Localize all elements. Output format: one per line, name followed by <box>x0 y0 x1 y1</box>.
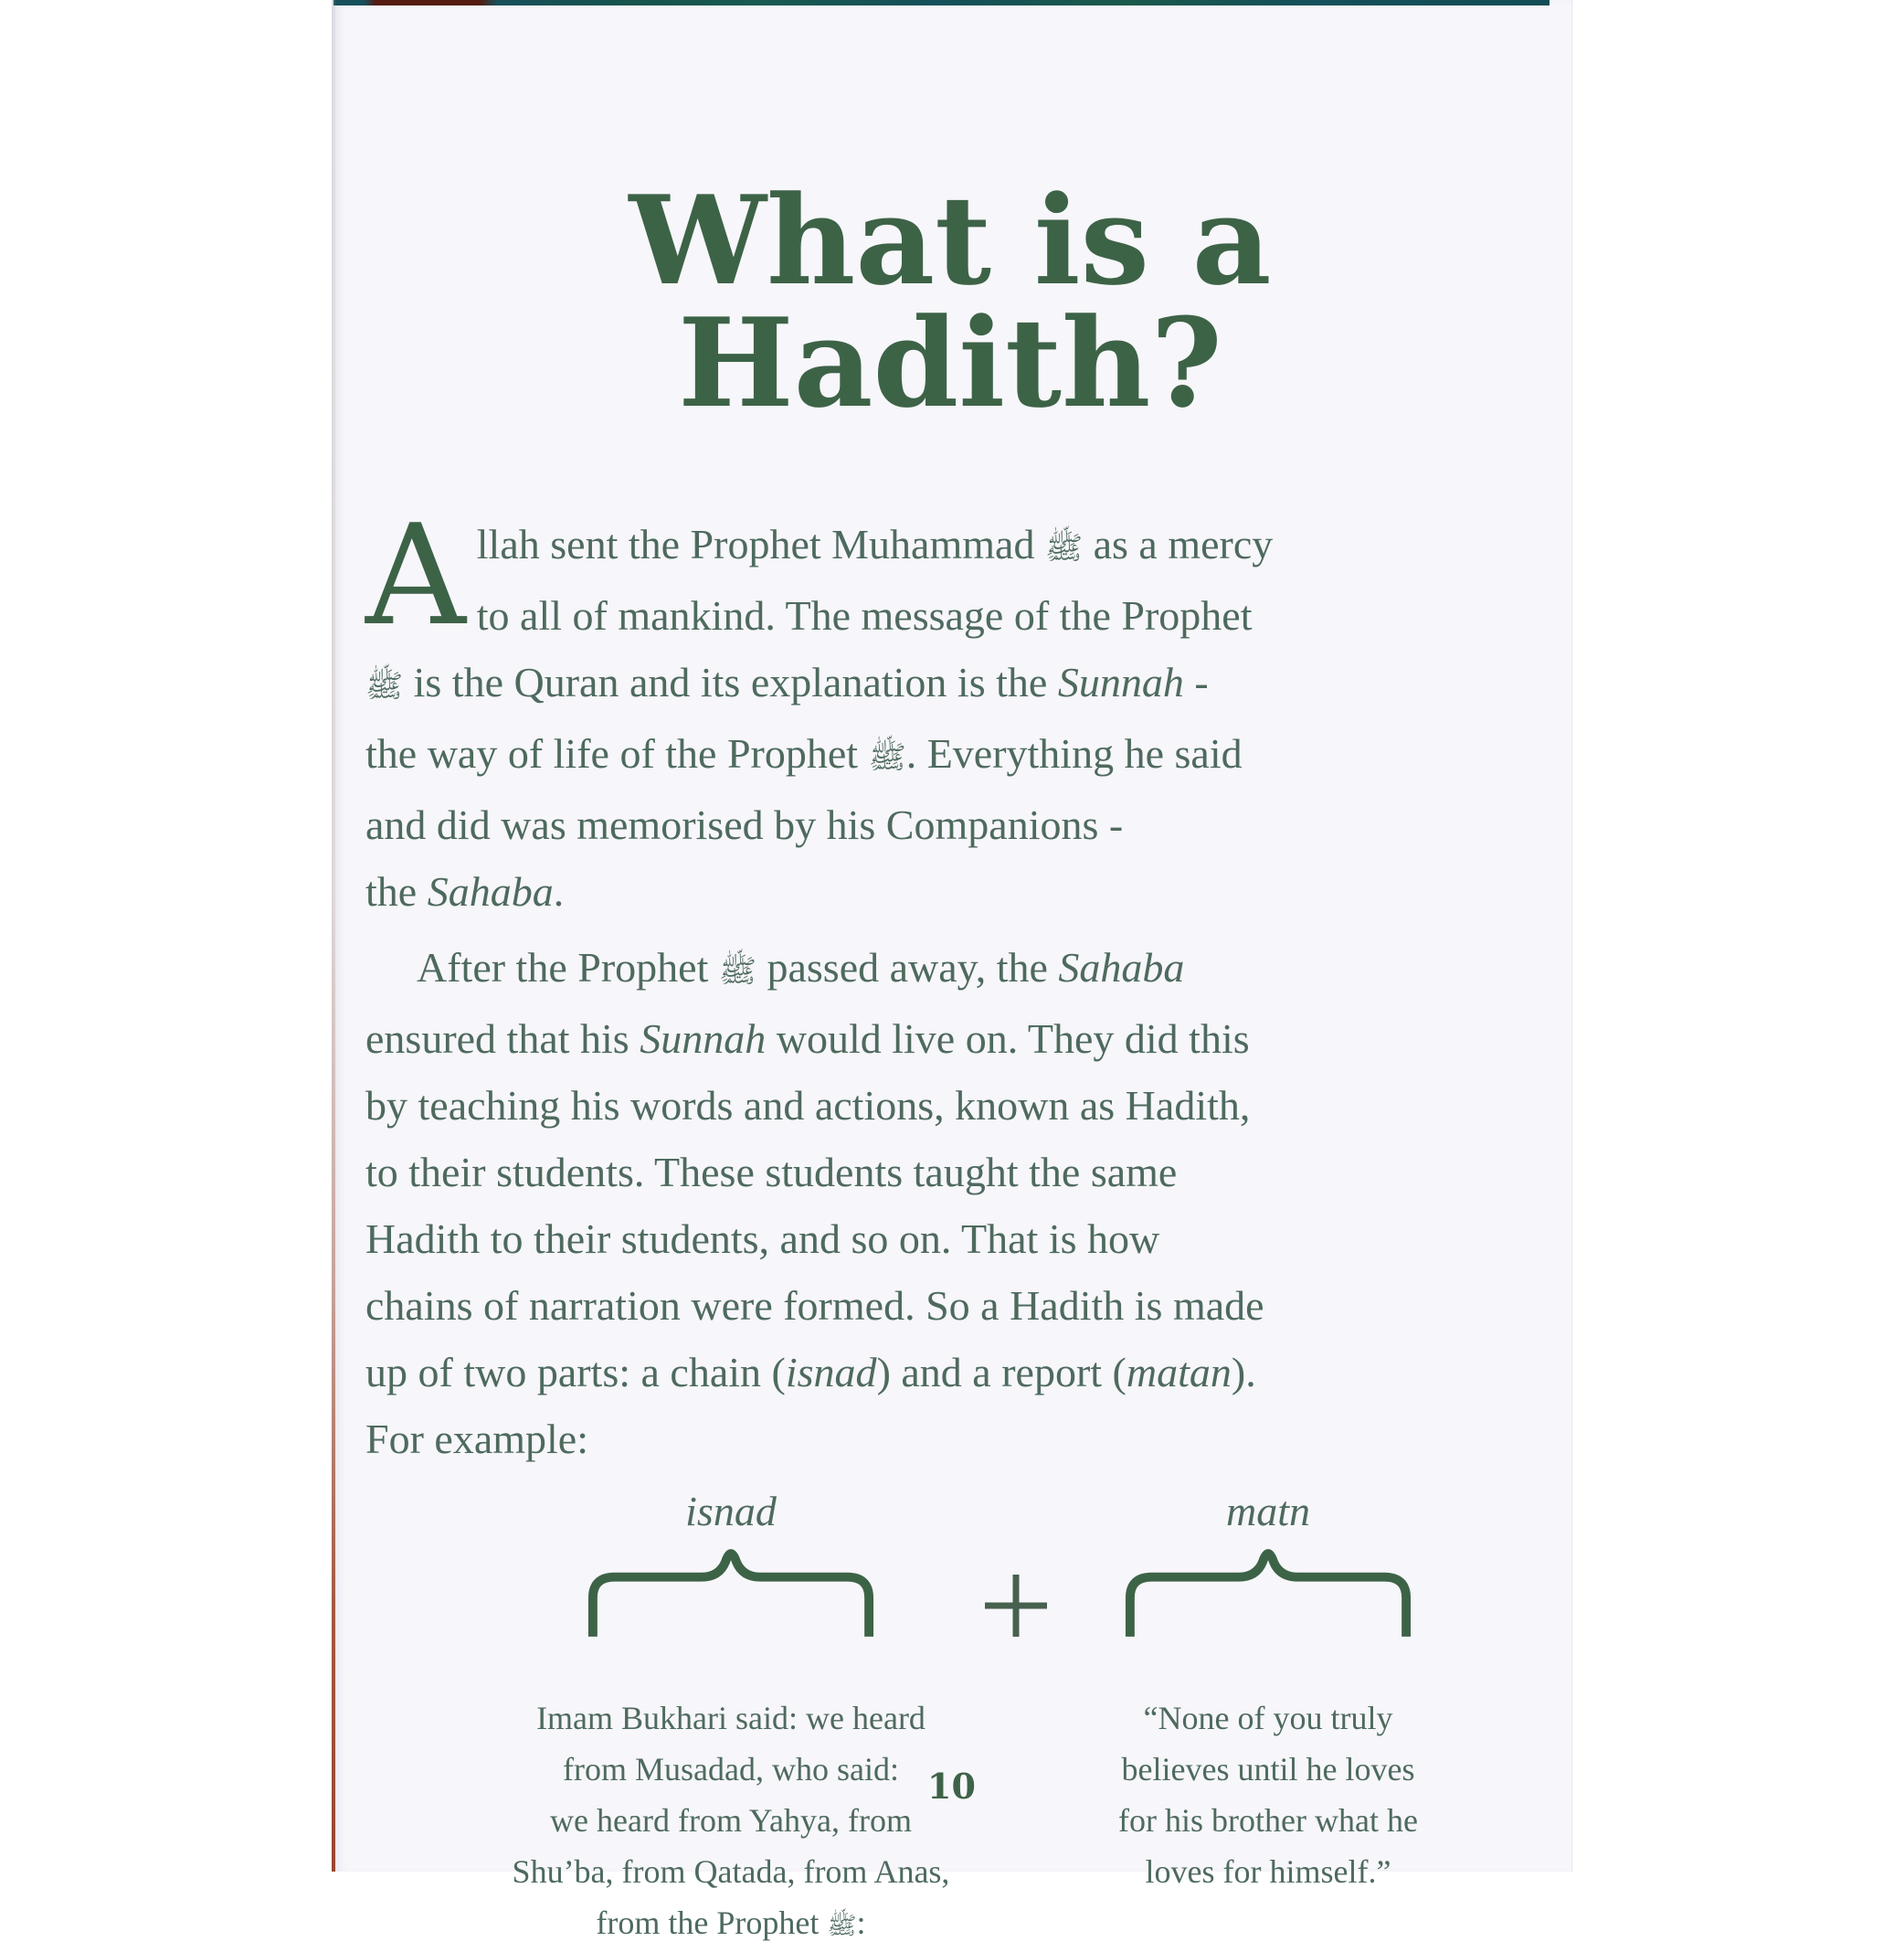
italic-term: Sahaba <box>427 868 554 915</box>
isnad-matn-diagram <box>365 1489 1535 1946</box>
book-page <box>332 0 1572 1941</box>
body-text <box>365 494 1535 1472</box>
isnad-bracket-icon <box>586 1549 876 1639</box>
italic-term: Sahaba <box>1058 944 1185 991</box>
pbuh-calligraphy-icon: ﷺ <box>868 739 906 776</box>
page-title: What is a Hadith? <box>629 168 1272 435</box>
pbuh-calligraphy-icon: ﷺ <box>827 1912 857 1940</box>
page-content <box>332 168 1571 1946</box>
matn-column <box>1049 1489 1487 1897</box>
italic-term: matan <box>1126 1349 1232 1395</box>
isnad-column <box>475 1489 987 1952</box>
isnad-caption: Imam Bukhari said: we heard from Musadad, who said: we heard from Yahya, from Shu’ba, from Qatada, from Anas, from the Prophet ﷺ: <box>512 1700 950 1941</box>
pbuh-calligraphy-icon: ﷺ <box>365 668 404 705</box>
cover-edge-line <box>332 0 335 1872</box>
matn-bracket-icon <box>1123 1549 1413 1639</box>
book-spine-strip <box>333 0 1550 5</box>
plus-icon <box>979 1569 1052 1642</box>
page-number: 10 <box>927 1766 976 1807</box>
paragraph: Allah sent the Prophet Muhammad ﷺ as a mercy to all of mankind. The message of the Prophet ﷺ is the Quran and its explanation is the Sunnah - the way of life of the Prophet ﷺ. Everything he said and did was memorised by his Companions - the Sahaba. <box>365 494 1274 915</box>
isnad-label: isnad <box>685 1488 777 1534</box>
pbuh-calligraphy-icon: ﷺ <box>718 953 756 990</box>
drop-cap: A <box>365 494 466 656</box>
matn-label: matn <box>1226 1488 1310 1534</box>
italic-term: isnad <box>785 1349 877 1395</box>
pbuh-calligraphy-icon: ﷺ <box>1044 530 1084 567</box>
paragraph: After the Prophet ﷺ passed away, the Sahaba ensured that his Sunnah would live on. They did this by teaching his words and actions, known as Hadith, to their students. These students taught the same Hadith to their students, and so on. That is how chains of narration were formed. So a Hadith is made up of two parts: a chain (isnad) and a report (matan). For example: <box>365 944 1264 1462</box>
matn-caption: “None of you truly believes until he loves for his brother what he loves for himself.” <box>1118 1700 1418 1890</box>
italic-term: Sunnah <box>1057 659 1184 705</box>
italic-term: Sunnah <box>640 1015 767 1062</box>
